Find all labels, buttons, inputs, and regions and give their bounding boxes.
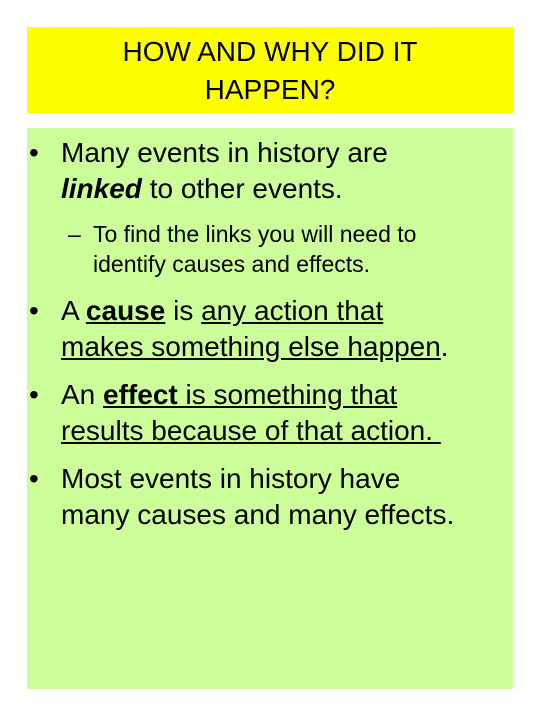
- bullet-dot: •: [29, 137, 39, 168]
- bullet-2-text-a: A: [61, 295, 86, 326]
- bullet-1-rest: to other events.: [141, 173, 343, 204]
- bullet-3-line-2: [61, 413, 511, 449]
- sub-bullet-line-2: identify causes and effects.: [93, 251, 371, 277]
- sub-bullet-dash: –: [68, 221, 81, 247]
- emphasis-linked: linked: [61, 173, 142, 204]
- effect-definition-1: is something that: [177, 379, 398, 410]
- bullet-3-line-1: [61, 377, 511, 413]
- bullet-2-end: .: [440, 331, 449, 362]
- bullet-4-line-1: Most events in history have: [61, 463, 401, 494]
- bullet-3-text-a: An: [61, 379, 104, 410]
- content-panel: [27, 128, 513, 689]
- slide-title: [27, 27, 513, 113]
- title-line-2: HAPPEN?: [204, 74, 336, 105]
- term-cause: cause: [85, 295, 166, 326]
- sub-bullet-line-1: To find the links you will need to: [93, 221, 417, 247]
- bullet-2-line-1: [61, 293, 511, 329]
- bullet-dot: •: [29, 295, 39, 326]
- term-effect: effect: [103, 379, 178, 410]
- cause-definition-2: makes something else happen: [61, 331, 441, 362]
- effect-definition-2: results because of that action.: [61, 415, 441, 446]
- bullet-2-line-2: [61, 329, 511, 365]
- bullet-dot: •: [29, 463, 39, 494]
- cause-definition-1: any action that: [201, 295, 384, 326]
- bullet-2-text-b: is: [165, 295, 202, 326]
- bullet-4-line-2: many causes and many effects.: [61, 499, 455, 530]
- title-line-1: HOW AND WHY DID IT: [122, 36, 418, 67]
- bullet-1-line-2: [61, 171, 511, 207]
- bullet-1-line-1: Many events in history are: [61, 137, 388, 168]
- bullet-dot: •: [29, 379, 39, 410]
